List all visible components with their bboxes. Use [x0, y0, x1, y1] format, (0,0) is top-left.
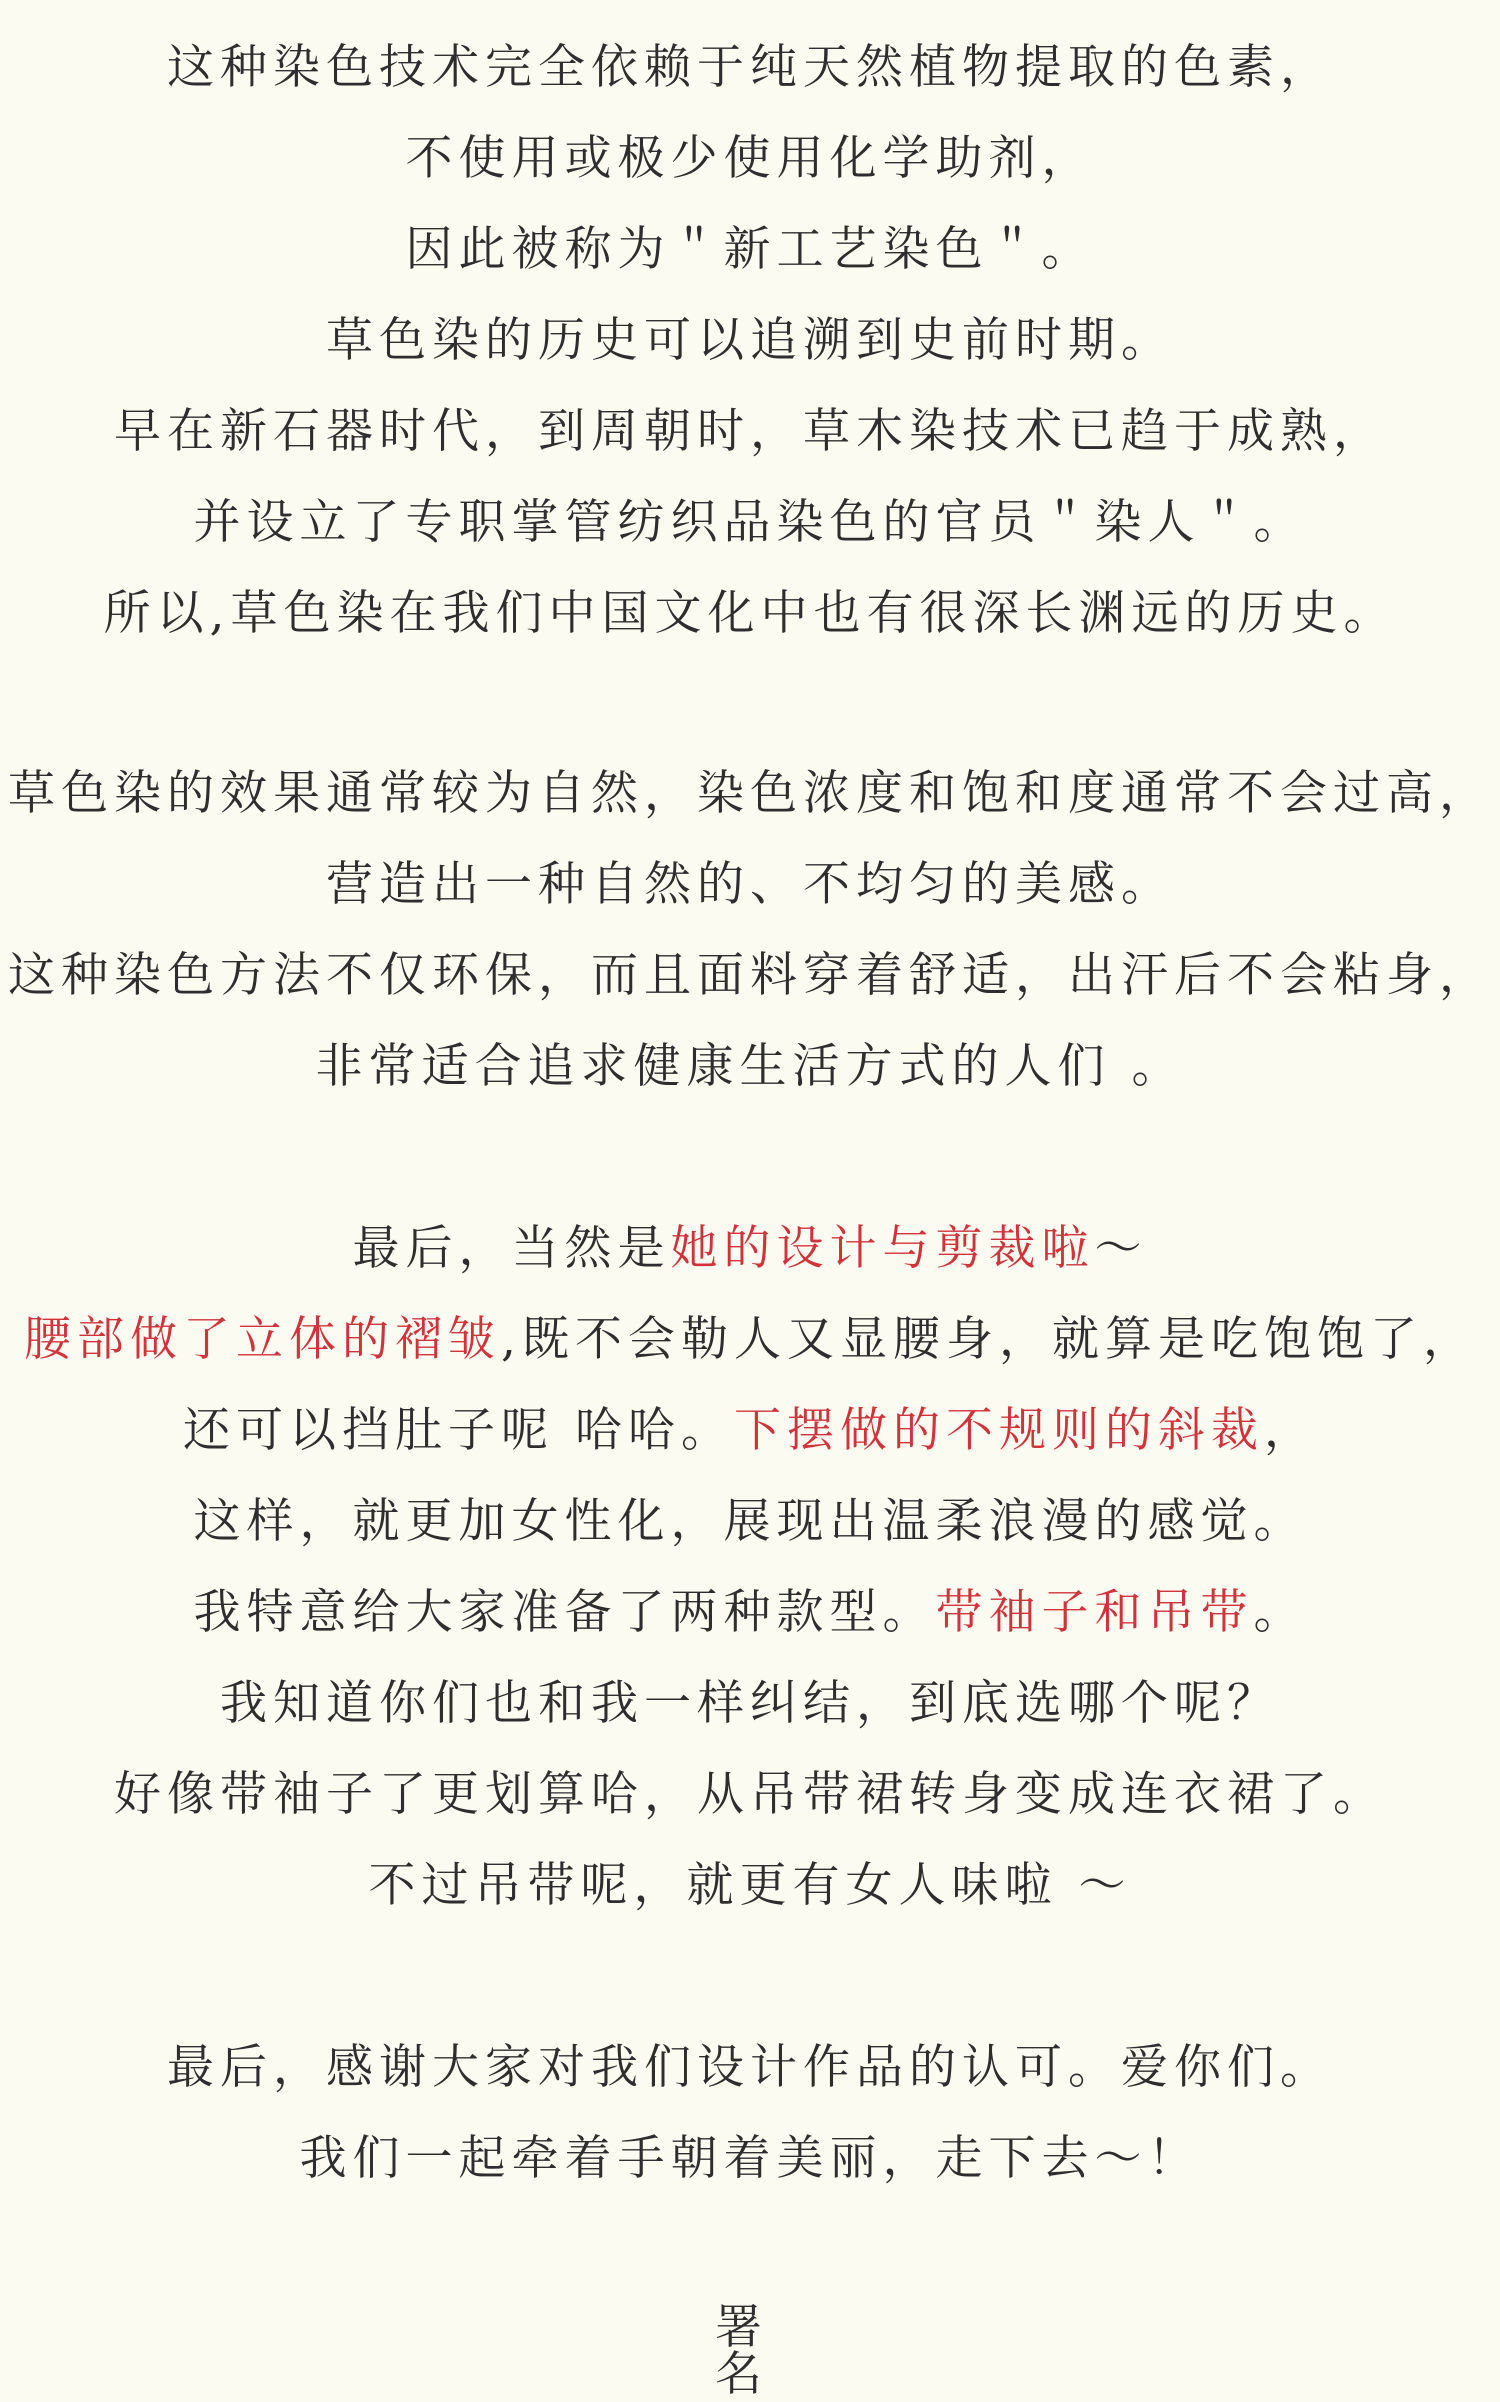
text-segment: 还可以挡肚子呢 哈哈。	[183, 1403, 734, 1458]
text-line: 这种染色方法不仅环保，而且面料穿着舒适，出汗后不会粘身，	[8, 948, 1492, 1003]
paragraph-dye-technique	[0, 22, 1500, 659]
paragraph-dye-effect	[0, 748, 1500, 1112]
text-line	[0, 1385, 1500, 1476]
text-line: 早在新石器时代，到周朝时，草木染技术已趋于成熟，	[114, 404, 1386, 459]
highlight-text: 腰部做了立体的褶皱	[24, 1312, 502, 1367]
text-line	[0, 1203, 1500, 1294]
highlight-text: 她的设计与剪裁啦	[670, 1221, 1095, 1276]
text-line: 不过吊带呢，就更有女人味啦 ～	[368, 1858, 1132, 1913]
paragraph-spacer	[0, 659, 1500, 748]
text-segment: 。	[1253, 1585, 1307, 1640]
text-line: 草色染的效果通常较为自然，染色浓度和饱和度通常不会过高，	[8, 766, 1492, 821]
text-segment: ～	[1094, 1221, 1148, 1276]
text-segment: 我特意给大家准备了两种款型。	[193, 1585, 936, 1640]
text-segment: 最后，当然是	[352, 1221, 671, 1276]
text-line: 最后，感谢大家对我们设计作品的认可。爱你们。	[167, 2040, 1333, 2095]
cutoff-text: 署名	[715, 2300, 768, 2402]
text-line: 并设立了专职掌管纺织品染色的官员＂染人＂。	[193, 495, 1307, 550]
text-segment: ,既不会勒人又显腰身，就算是吃饱饱了，	[501, 1312, 1476, 1367]
text-line	[0, 1567, 1500, 1658]
cutoff-signature	[715, 2300, 795, 2402]
article-body	[0, 22, 1500, 2204]
text-line: 好像带袖子了更划算哈，从吊带裙转身变成连衣裙了。	[114, 1767, 1386, 1822]
text-segment: ，	[1263, 1403, 1317, 1458]
text-line: 不使用或极少使用化学助剂，	[405, 131, 1095, 186]
text-line: 草色染的历史可以追溯到史前时期。	[326, 313, 1174, 368]
paragraph-thanks	[0, 2022, 1500, 2204]
text-line: 我知道你们也和我一样纠结，到底选哪个呢？	[220, 1676, 1280, 1731]
text-line: 所以,草色染在我们中国文化中也有很深长渊远的历史。	[103, 586, 1397, 641]
text-line: 这种染色技术完全依赖于纯天然植物提取的色素，	[167, 40, 1333, 95]
text-line: 非常适合追求健康生活方式的人们 。	[315, 1039, 1185, 1094]
text-line: 因此被称为＂新工艺染色＂。	[405, 222, 1095, 277]
text-line: 营造出一种自然的、不均匀的美感。	[326, 857, 1174, 912]
paragraph-spacer	[0, 1931, 1500, 2022]
text-line	[0, 1294, 1500, 1385]
paragraph-design-cut	[0, 1203, 1500, 1931]
highlight-text: 下摆做的不规则的斜裁	[733, 1403, 1264, 1458]
text-line: 这样，就更加女性化，展现出温柔浪漫的感觉。	[193, 1494, 1307, 1549]
paragraph-spacer	[0, 1112, 1500, 1203]
highlight-text: 带袖子和吊带	[935, 1585, 1254, 1640]
text-line: 我们一起牵着手朝着美丽，走下去～！	[299, 2131, 1201, 2186]
